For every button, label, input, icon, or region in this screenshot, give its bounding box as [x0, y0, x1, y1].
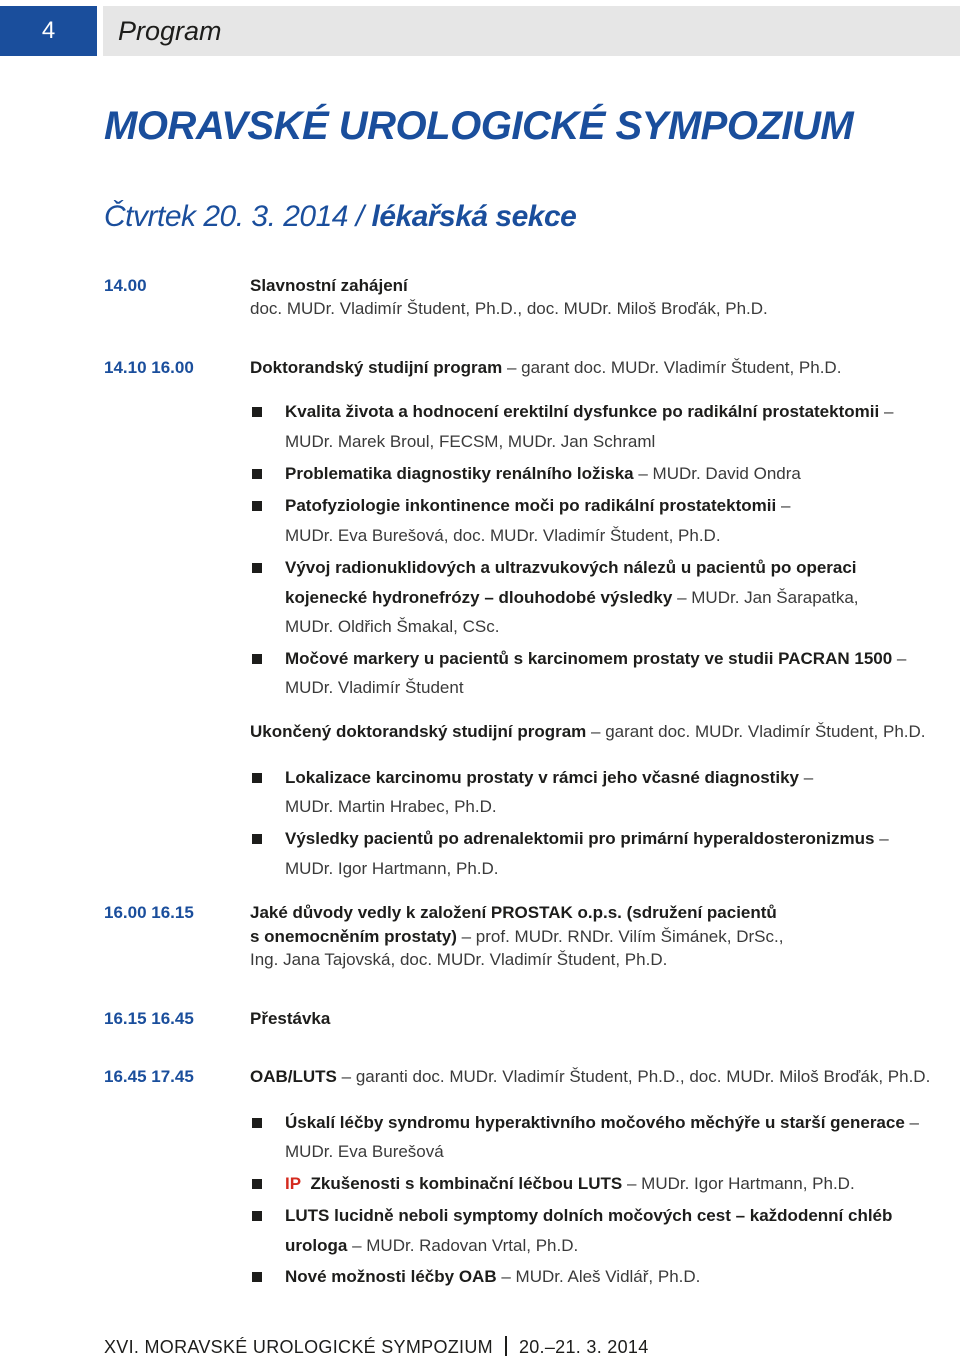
bullet-icon	[252, 773, 262, 783]
session-header: OAB/LUTS – garanti doc. MUDr. Vladimír Študent, Ph.D., doc. MUDr. Miloš Broďák, Ph.D.	[250, 1067, 931, 1086]
footer-divider	[505, 1336, 507, 1356]
day-heading	[104, 200, 576, 234]
time-slot: 16.15 16.45	[104, 1009, 194, 1028]
talk-speaker: MUDr. Eva Burešová, doc. MUDr. Vladimír Študent, Ph.D.	[285, 526, 721, 545]
ended-program-title: Ukončený doktorandský studijní program	[250, 722, 587, 741]
section-title: Program	[103, 6, 960, 56]
day-section: lékařská sekce	[371, 200, 577, 233]
bullet-icon	[252, 1179, 262, 1189]
bullet-icon	[252, 1211, 262, 1221]
footer-dates: 20.–21. 3. 2014	[518, 1337, 649, 1357]
talk-speaker: MUDr. Vladimír Študent	[285, 678, 464, 697]
talk-title: Výsledky pacientů po adrenalektomii pro primární hyperaldosteronizmus –	[285, 829, 889, 848]
ip-badge: IP	[285, 1174, 302, 1193]
session-speakers: doc. MUDr. Vladimír Študent, Ph.D., doc. MUDr. Miloš Broďák, Ph.D.	[250, 299, 768, 318]
talk-title: Nové možnosti léčby OAB – MUDr. Aleš Vidlář, Ph.D.	[285, 1267, 701, 1286]
talk-speaker: MUDr. Martin Hrabec, Ph.D.	[285, 797, 497, 816]
session-title: Přestávka	[250, 1009, 331, 1028]
session-speakers: prof. MUDr. RNDr. Vilím Šimánek, DrSc.,	[475, 927, 784, 946]
talk-speaker: MUDr. Igor Hartmann, Ph.D.	[285, 859, 499, 878]
talk-speaker: MUDr. David Ondra	[652, 464, 801, 483]
talk-title: IP Zkušenosti s kombinační léčbou LUTS – MUDr. Igor Hartmann, Ph.D.	[285, 1174, 855, 1193]
time-slot: 14.10 16.00	[104, 358, 194, 377]
time-slot: 14.00	[104, 276, 147, 295]
talk-title: Problematika diagnostiky renálního ložiska – MUDr. David Ondra	[285, 464, 801, 483]
bullet-icon	[252, 501, 262, 511]
talk-speaker: MUDr. Jan Šarapatka,	[691, 588, 859, 607]
session-title: Jaké důvody vedly k založení PROSTAK o.p.s. (sdružení pacientů	[250, 903, 777, 922]
talk-title: Úskalí léčby syndromu hyperaktivního močového měchýře u starší generace –	[285, 1113, 919, 1132]
session-title: Doktorandský studijní program	[250, 358, 503, 377]
page-footer	[104, 1336, 649, 1358]
talk-speaker: MUDr. Marek Broul, FECSM, MUDr. Jan Schraml	[285, 432, 656, 451]
talk-speaker: MUDr. Radovan Vrtal, Ph.D.	[366, 1236, 579, 1255]
talk-title-cont: kojenecké hydronefrózy – dlouhodobé výsledky – MUDr. Jan Šarapatka,	[285, 588, 859, 607]
talk-title: Kvalita života a hodnocení erektilní dysfunkce po radikální prostatektomii –	[285, 402, 894, 421]
session-garant: garanti doc. MUDr. Vladimír Študent, Ph.D., doc. MUDr. Miloš Broďák, Ph.D.	[355, 1067, 931, 1086]
bullet-icon	[252, 1272, 262, 1282]
talk-speaker: MUDr. Oldřich Šmakal, CSc.	[285, 617, 500, 636]
bullet-icon	[252, 469, 262, 479]
page-header	[0, 0, 960, 56]
session-title: Slavnostní zahájení	[250, 276, 408, 295]
talk-title: Patofyziologie inkontinence moči po radikální prostatektomii –	[285, 496, 791, 515]
symposium-title: MORAVSKÉ UROLOGICKÉ SYMPOZIUM	[104, 104, 854, 148]
talk-title: Vývoj radionuklidových a ultrazvukových nálezů u pacientů po operaci	[285, 558, 857, 577]
bullet-icon	[252, 407, 262, 417]
ended-program-header: Ukončený doktorandský studijní program – garant doc. MUDr. Vladimír Študent, Ph.D.	[250, 722, 926, 741]
bullet-icon	[252, 654, 262, 664]
session-speakers: Ing. Jana Tajovská, doc. MUDr. Vladimír Študent, Ph.D.	[250, 950, 668, 969]
talk-title-cont: urologa – MUDr. Radovan Vrtal, Ph.D.	[285, 1236, 579, 1255]
time-slot: 16.45 17.45	[104, 1067, 194, 1086]
page-number: 4	[0, 6, 97, 56]
session-header: Doktorandský studijní program – garant doc. MUDr. Vladimír Študent, Ph.D.	[250, 358, 842, 377]
session-title-cont: s onemocněním prostaty) – prof. MUDr. RNDr. Vilím Šimánek, DrSc.,	[250, 927, 784, 946]
ended-program-garant: garant doc. MUDr. Vladimír Študent, Ph.D.	[605, 722, 926, 741]
talk-speaker: MUDr. Igor Hartmann, Ph.D.	[641, 1174, 855, 1193]
talk-speaker: MUDr. Aleš Vidlář, Ph.D.	[515, 1267, 701, 1286]
talk-title: Močové markery u pacientů s karcinomem prostaty ve studii PACRAN 1500 –	[285, 649, 907, 668]
session-garant: garant doc. MUDr. Vladimír Študent, Ph.D.	[521, 358, 842, 377]
talk-speaker: MUDr. Eva Burešová	[285, 1142, 444, 1161]
bullet-icon	[252, 834, 262, 844]
talk-title: Lokalizace karcinomu prostaty v rámci jeho včasné diagnostiky –	[285, 768, 814, 787]
bullet-icon	[252, 563, 262, 573]
bullet-icon	[252, 1118, 262, 1128]
footer-symposium: XVI. MORAVSKÉ UROLOGICKÉ SYMPOZIUM	[104, 1337, 493, 1357]
time-slot: 16.00 16.15	[104, 903, 194, 922]
day-date: Čtvrtek 20. 3. 2014 /	[104, 200, 372, 233]
talk-title: LUTS lucidně neboli symptomy dolních močových cest – každodenní chléb	[285, 1206, 893, 1225]
session-title: OAB/LUTS	[250, 1067, 337, 1086]
